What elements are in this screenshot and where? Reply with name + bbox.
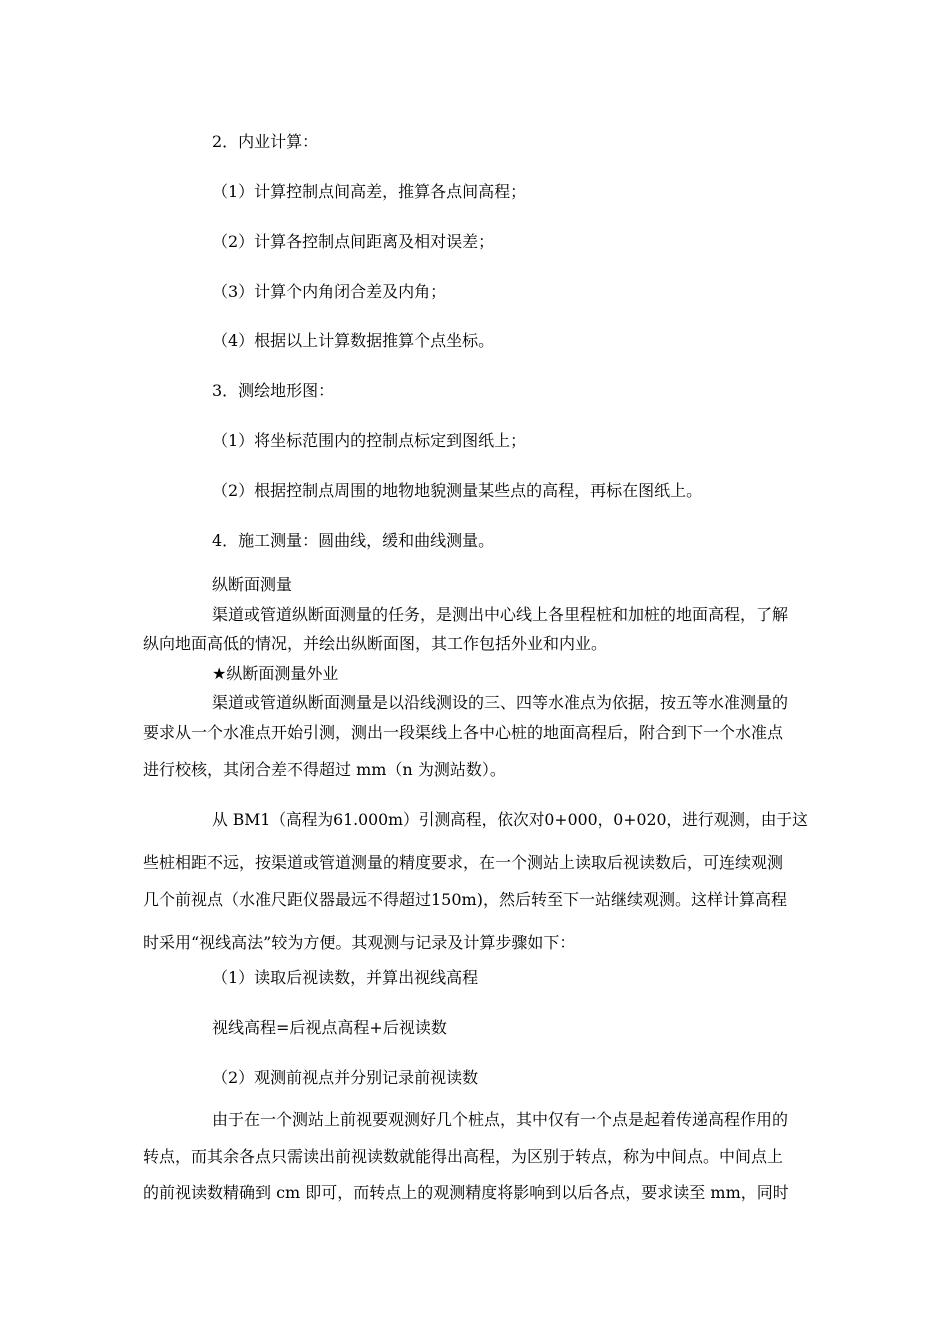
section-2-item-3: （3）计算个内角闭合差及内角； — [212, 282, 447, 301]
section-3-item-2: （2）根据控制点周围的地物地貌测量某些点的高程，再标在图纸上。 — [212, 481, 703, 500]
final-line-1: 由于在一个测站上前视要观测好几个桩点，其中仅有一个点是起着传递高程作用的 — [212, 1110, 789, 1129]
section-2-heading: 2．内业计算： — [212, 132, 319, 151]
field-line-2: 要求从一个水准点开始引测，测出一段渠线上各中心桩的地面高程后，附合到下一个水准点 — [143, 723, 784, 742]
step-2: （2）观测前视点并分别记录前视读数 — [212, 1068, 479, 1087]
final-line-3: 的前视读数精确到 cm 即可，而转点上的观测精度将影响到以后各点，要求读至 mm，同时 — [143, 1183, 789, 1202]
longitudinal-title: 纵断面测量 — [212, 575, 293, 594]
field-line-3: 进行校核，其闭合差不得超过 mm（n 为测站数）。 — [143, 760, 506, 779]
field-line-1: 渠道或管道纵断面测量是以沿线测设的三、四等水准点为依据，按五等水准测量的 — [212, 693, 789, 712]
step-1: （1）读取后视读数，并算出视线高程 — [212, 968, 479, 987]
intro-line-1: 渠道或管道纵断面测量的任务，是测出中心线上各里程桩和加桩的地面高程，了解 — [212, 605, 789, 624]
bm-line-4: 时采用“视线高法”较为方便。其观测与记录及计算步骤如下： — [143, 933, 576, 952]
section-2-item-2: （2）计算各控制点间距离及相对误差； — [212, 232, 495, 251]
section-3-heading: 3．测绘地形图： — [212, 381, 335, 400]
field-title: ★纵断面测量外业 — [212, 664, 339, 683]
bm-line-1: 从 BM1（高程为61.000m）引测高程，依次对0+000，0+020，进行观测，由于这 — [212, 810, 808, 829]
section-2-item-4: （4）根据以上计算数据推算个点坐标。 — [212, 331, 495, 350]
formula: 视线高程=后视点高程+后视读数 — [212, 1018, 447, 1037]
bm-line-3: 几个前视点（水准尺距仪器最远不得超过150m)，然后转至下一站继续观测。这样计算高程 — [143, 890, 787, 909]
section-3-item-1: （1）将坐标范围内的控制点标定到图纸上； — [212, 431, 527, 450]
intro-line-2: 纵向地面高低的情况，并绘出纵断面图，其工作包括外业和内业。 — [143, 634, 608, 653]
section-4-heading: 4．施工测量：圆曲线，缓和曲线测量。 — [212, 531, 495, 550]
bm-line-2: 些桩相距不远，按渠道或管道测量的精度要求，在一个测站上读取后视读数后，可连续观测 — [143, 853, 784, 872]
final-line-2: 转点，而其余各点只需读出前视读数就能得出高程，为区别于转点，称为中间点。中间点上 — [143, 1147, 784, 1166]
section-2-item-1: （1）计算控制点间高差，推算各点间高程； — [212, 182, 527, 201]
